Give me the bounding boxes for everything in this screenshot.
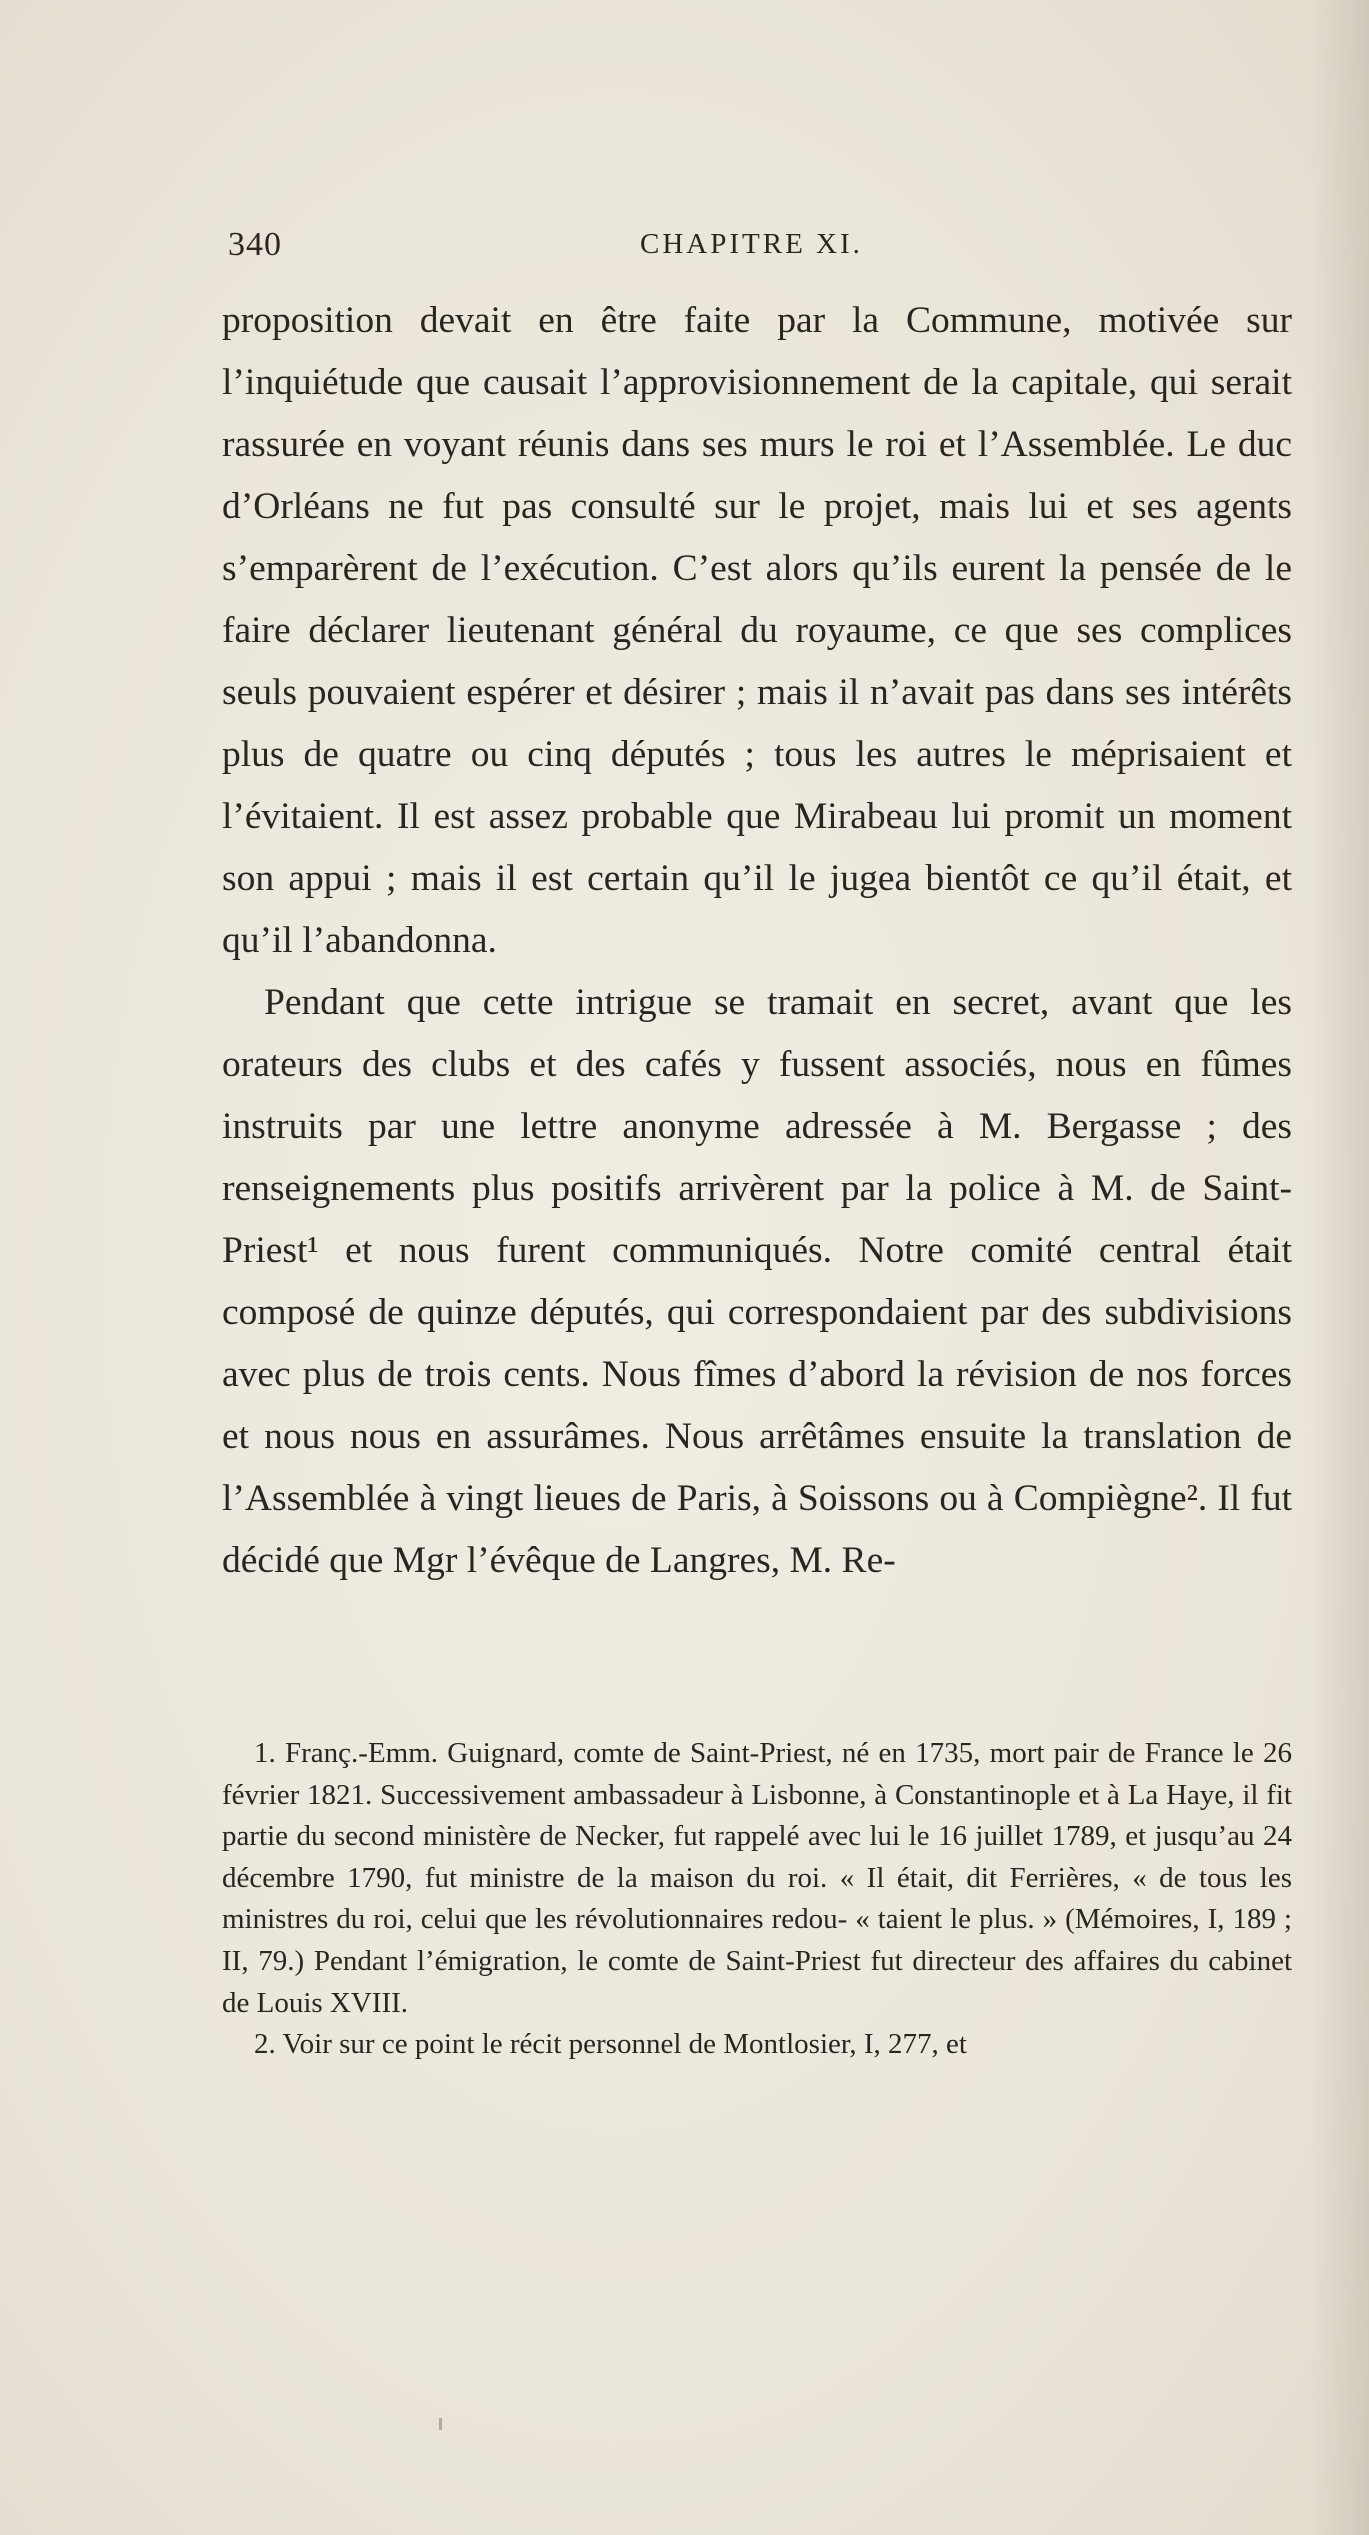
running-head: CHAPITRE XI. [640,228,863,260]
page-header [228,226,1293,270]
print-mark [439,2418,442,2430]
page-edge-shadow [1309,0,1369,2535]
body-text [222,290,1292,1592]
page-number: 340 [228,226,282,263]
footnote: 2. Voir sur ce point le récit personnel de Montlosier, I, 277, et [254,2028,967,2061]
paragraph: Pendant que cette intrigue se tramait en secret, avant que les orateurs des clubs et des cafés y fussent associés, nous en fûmes instruits par une lettre anonyme adressée à M. Bergasse ; des renseignements plus positifs arrivèrent par la police à M. de Saint-Priest¹ et nous furent communiqués. Notre comité central était composé de quinze députés, qui correspondaient par des subdivisions avec plus de trois cents. Nous fîmes d’abord la révision de nos forces et nous nous en assurâmes. Nous arrêtâmes ensuite la translation de l’Assemblée à vingt lieues de Paris, à Soissons ou à Compiègne². Il fut décidé que Mgr l’évêque de Langres, M. Re- [222,982,1292,1581]
paragraph: proposition devait en être faite par la Commune, motivée sur l’inquiétude que causait l’approvisionnement de la capitale, qui serait rassurée en voyant réunis dans ses murs le roi et l’Assemblée. Le duc d’Orléans ne fut pas consulté sur le projet, mais lui et ses agents s’emparèrent de l’exécution. C’est alors qu’ils eurent la pensée de le faire déclarer lieutenant général du royaume, ce que ses complices seuls pouvaient espérer et désirer ; mais il n’avait pas dans ses intérêts plus de quatre ou cinq députés ; tous les autres le méprisaient et l’évitaient. Il est assez probable que Mirabeau lui promit un moment son appui ; mais il est certain qu’il le jugea bientôt ce qu’il était, et qu’il l’abandonna. [222,300,1292,961]
footnote: 1. Franç.-Emm. Guignard, comte de Saint-Priest, né en 1735, mort pair de France le 26 février 1821. Successivement ambassadeur à Lisbonne, à Constantinople et à La Haye, il fit partie du second ministère de Necker, fut rappelé avec lui le 16 juillet 1789, et jusqu’au 24 décembre 1790, fut ministre de la maison du roi. « Il était, dit Ferrières, « de tous les ministres du roi, celui que les révolutionnaires redou- « taient le plus. » (Mémoires, I, 189 ; II, 79.) Pendant l’émigration, le comte de Saint-Priest fut directeur des affaires du cabinet de Louis XVIII. [222,1737,1292,2019]
footnotes [222,1733,1292,2066]
